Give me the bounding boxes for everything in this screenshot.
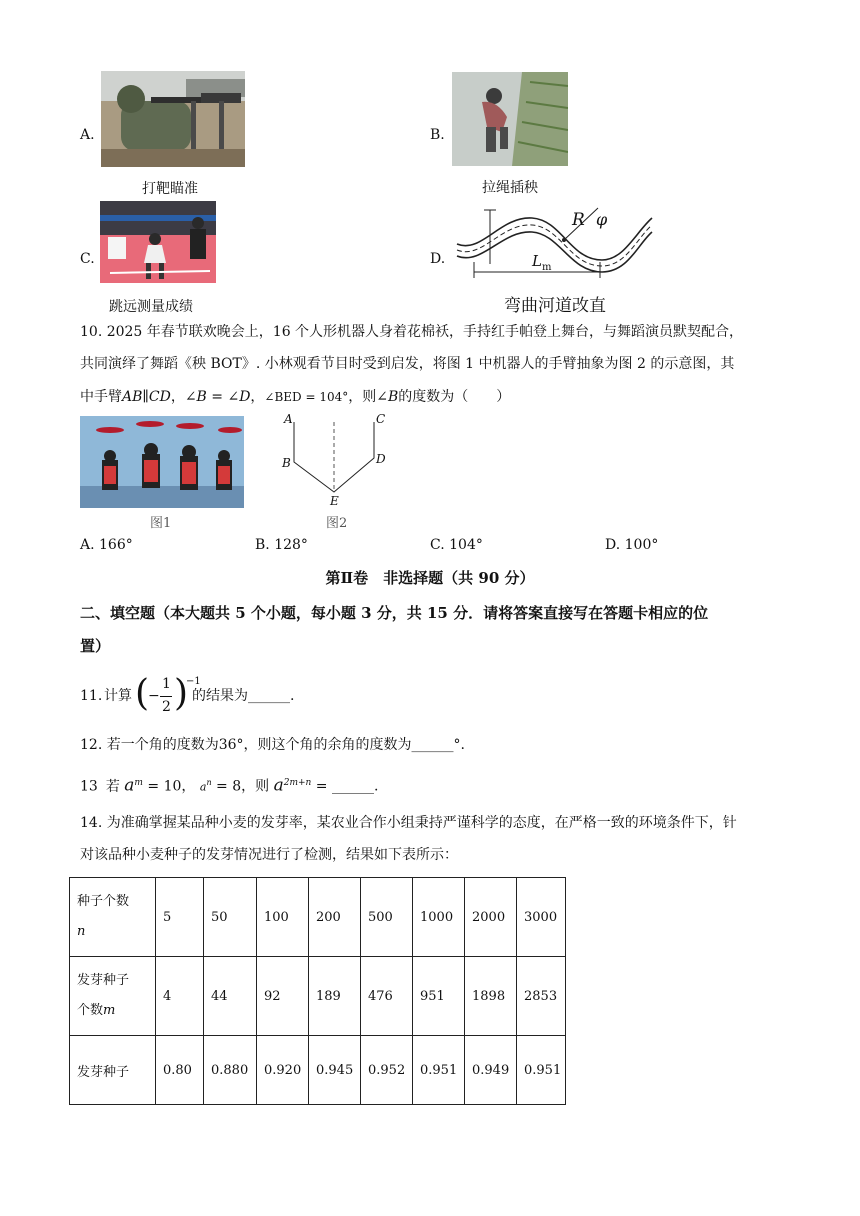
rate-cell: 0.920 <box>257 1036 309 1105</box>
option-a-letter[interactable]: A. <box>80 127 95 143</box>
shooting-photo <box>101 71 245 167</box>
fig2-label-d: D <box>376 452 386 466</box>
q12: 12. 若一个角的度数为36°，则这个角的余角的度数为______°. <box>80 737 465 753</box>
n-cell: 50 <box>204 878 257 957</box>
fig2-label-b: B <box>282 456 291 470</box>
n-cell: 100 <box>257 878 309 957</box>
rice-planting-photo <box>452 72 568 166</box>
m-cell: 4 <box>156 957 204 1036</box>
n-cell: 2000 <box>465 878 517 957</box>
option-d-caption: 弯曲河道改直 <box>504 296 606 316</box>
section-title: 第Ⅱ卷 非选择题（共 90 分） <box>325 569 535 587</box>
q10-line-3: 中手臂AB∥CD，∠B = ∠D，∠BED = 104°，则∠B的度数为（ ） <box>80 389 511 405</box>
rate-cell: 0.952 <box>361 1036 413 1105</box>
option-c-letter[interactable]: C. <box>80 251 95 267</box>
rate-cell: 0.951 <box>413 1036 465 1105</box>
river-label-l: $L_m$ <box>532 252 552 273</box>
q10-choice-d[interactable]: D. 100° <box>605 537 659 553</box>
fig2-label-e: E <box>330 494 339 508</box>
arm-geometry-figure <box>280 412 390 512</box>
river-label-r: R <box>572 210 585 230</box>
q14-line-1: 14. 为准确掌握某品种小麦的发芽率，某农业合作小组秉持严谨科学的态度，在严格一致的环境条件下，针 <box>80 815 737 831</box>
n-cell: 1000 <box>413 878 465 957</box>
option-d-letter[interactable]: D. <box>430 251 446 267</box>
n-cell: 5 <box>156 878 204 957</box>
n-cell: 3000 <box>517 878 566 957</box>
q10-choice-b[interactable]: B. 128° <box>255 537 308 553</box>
m-cell: 189 <box>309 957 361 1036</box>
rate-cell: 0.945 <box>309 1036 361 1105</box>
fill-blank-heading-2: 置） <box>80 637 111 655</box>
seed-germination-table <box>69 877 566 1105</box>
q13: 13 若 $a^m = 10$， $a^n = 8$，则 $a^{2m+n}$ = ______. <box>80 775 379 796</box>
fig2-label-c: C <box>376 412 386 426</box>
table-row <box>70 957 566 1036</box>
m-cell: 2853 <box>517 957 566 1036</box>
fig2-caption: 图2 <box>326 516 348 531</box>
option-b-caption: 拉绳插秧 <box>482 180 538 196</box>
rate-cell: 0.880 <box>204 1036 257 1105</box>
n-cell: 500 <box>361 878 413 957</box>
q14-line-2: 对该品种小麦种子的发芽情况进行了检测，结果如下表所示： <box>80 847 458 863</box>
option-c-caption: 跳远测量成绩 <box>109 299 193 315</box>
q10-line-2: 共同演绎了舞蹈《秧 BOT》. 小林观看节目时受到启发，将图 1 中机器人的手臂抽象为图 2 的示意图，其 <box>80 356 735 372</box>
m-cell: 1898 <box>465 957 517 1036</box>
q10-line-1: 10. 2025 年春节联欢晚会上，16 个人形机器人身着花棉袄，手持红手帕登上舞台，与舞蹈演员默契配合， <box>80 324 744 340</box>
table-row <box>70 1036 566 1105</box>
row-head-rate: 发芽种子 <box>70 1036 156 1105</box>
option-a-caption: 打靶瞄准 <box>142 181 198 197</box>
table-row <box>70 878 566 957</box>
river-label-phi: φ <box>596 210 608 229</box>
n-cell: 200 <box>309 878 361 957</box>
m-cell: 92 <box>257 957 309 1036</box>
m-cell: 951 <box>413 957 465 1036</box>
q10-choice-a[interactable]: A. 166° <box>80 537 133 553</box>
rate-cell: 0.949 <box>465 1036 517 1105</box>
q10-choice-c[interactable]: C. 104° <box>430 537 483 553</box>
row-head-n: 种子个数 n <box>70 878 156 957</box>
m-cell: 476 <box>361 957 413 1036</box>
long-jump-photo <box>100 201 216 283</box>
robot-dance-photo <box>80 416 244 508</box>
rate-cell: 0.80 <box>156 1036 204 1105</box>
river-diagram <box>452 198 657 280</box>
row-head-m: 发芽种子 个数m <box>70 957 156 1036</box>
option-b-letter[interactable]: B. <box>430 127 445 143</box>
fill-blank-heading-1: 二、填空题（本大题共 5 个小题，每小题 3 分，共 15 分．请将答案直接写在答题卡相应的位 <box>80 604 709 622</box>
m-cell: 44 <box>204 957 257 1036</box>
fig2-label-a: A <box>284 412 293 426</box>
fig1-caption: 图1 <box>150 516 172 531</box>
rate-cell: 0.951 <box>517 1036 566 1105</box>
